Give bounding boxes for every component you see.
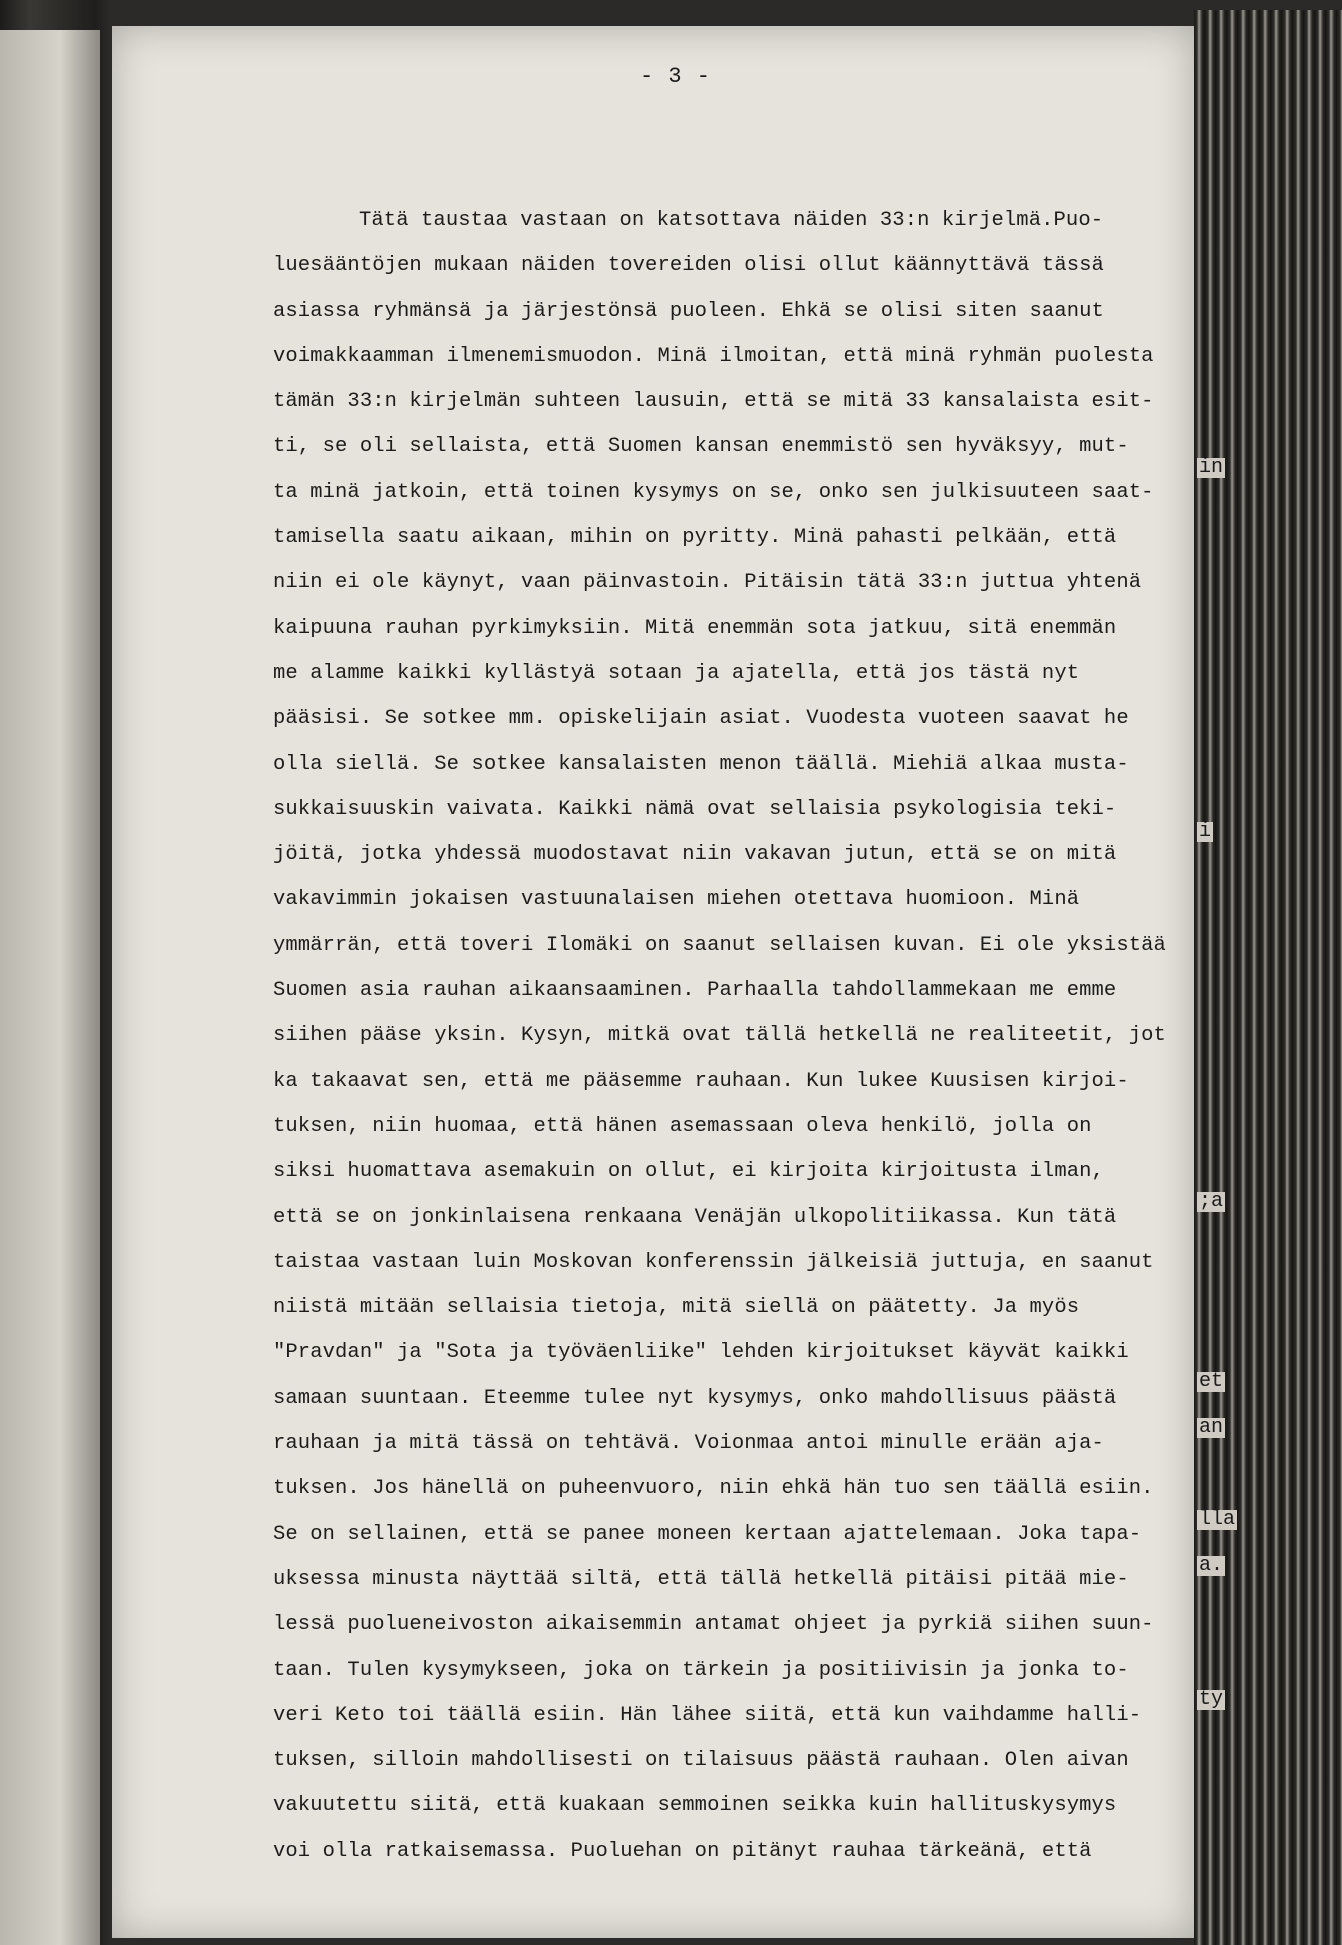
text-line: tämän 33:n kirjelmän suhteen lausuin, että se mitä 33 kansalaista esit- [273,390,1154,414]
margin-fragment: ty [1199,1688,1224,1711]
text-line: tuksen, niin huomaa, että hänen asemassaan oleva henkilö, jolla on [273,1114,1092,1138]
text-line: pääsisi. Se sotkee mm. opiskelijain asiat. Vuodesta vuoteen saavat he [273,707,1129,731]
text-line: ymmärrän, että toveri Ilomäki on saanut sellaisen kuvan. Ei ole yksistää [273,933,1166,957]
margin-fragments [1193,0,1236,1945]
text-line: Tätä taustaa vastaan on katsottava näiden 33:n kirjelmä.Puo- [359,209,1104,232]
document-body [160,198,1192,1874]
margin-fragment: et [1199,1370,1224,1393]
text-line: asiassa ryhmänsä ja järjestönsä puoleen. Ehkä se olisi siten saanut [273,299,1104,323]
text-line: Suomen asia rauhan aikaansaaminen. Parhaalla tahdollammekaan me emme [273,979,1117,1003]
margin-fragment: in [1199,456,1224,479]
text-line: veri Keto toi täällä esiin. Hän lähee siitä, että kun vaihdamme halli- [273,1703,1142,1727]
text-line: olla siellä. Se sotkee kansalaisten menon täällä. Miehiä alkaa musta- [273,752,1129,776]
text-line: lessä puolueneivoston aikaisemmin antamat ohjeet ja pyrkiä siihen suun- [273,1613,1154,1637]
text-line: rauhaan ja mitä tässä on tehtävä. Voionmaa antoi minulle erään aja- [273,1432,1104,1456]
margin-fragment: an [1199,1416,1224,1439]
text-line: voimakkaamman ilmenemismuodon. Minä ilmoitan, että minä ryhmän puolesta [273,344,1154,368]
text-line: ka takaavat sen, että me pääsemme rauhaan. Kun lukee Kuusisen kirjoi- [273,1069,1129,1093]
text-line: tuksen. Jos hänellä on puheenvuoro, niin ehkä hän tuo sen täällä esiin. [273,1477,1154,1501]
text-line: taan. Tulen kysymykseen, joka on tärkein ja positiivisin ja jonka to- [273,1658,1129,1682]
text-line: vakavimmin jokaisen vastuunalaisen miehen otettava huomioon. Minä [273,888,1080,912]
text-line: tamisella saatu aikaan, mihin on pyritty. Minä pahasti pelkään, että [273,526,1117,550]
text-line: uksessa minusta näyttää siltä, että tällä hetkellä pitäisi pitää mie- [273,1567,1129,1591]
margin-fragment: ;a [1199,1190,1224,1213]
page-number: - 3 - [640,64,712,89]
text-line: siihen pääse yksin. Kysyn, mitkä ovat tällä hetkellä ne realiteetit, jot [273,1024,1166,1048]
text-line: ti, se oli sellaista, että Suomen kansan enemmistö sen hyväksyy, mut- [273,435,1129,459]
text-line: jöitä, jotka yhdessä muodostavat niin vakavan jutun, että se on mitä [273,843,1117,867]
text-line: sukkaisuuskin vaivata. Kaikki nämä ovat sellaisia psykologisia teki- [273,797,1117,821]
text-line: luesääntöjen mukaan näiden tovereiden olisi ollut käännyttävä tässä [273,254,1104,278]
text-line: tuksen, silloin mahdollisesti on tilaisuus päästä rauhaan. Olen aivan [273,1749,1129,1773]
text-line: me alamme kaikki kyllästyä sotaan ja ajatella, että jos tästä nyt [273,661,1080,685]
text-line: niin ei ole käynyt, vaan päinvastoin. Pitäisin tätä 33:n juttua yhtenä [273,571,1142,595]
margin-fragment: lla [1199,1508,1236,1531]
text-line: "Pravdan" ja "Sota ja työväenliike" lehden kirjoitukset käyvät kaikki [273,1341,1129,1365]
text-line: kaipuuna rauhan pyrkimyksiin. Mitä enemmän sota jatkuu, sitä enemmän [273,616,1117,640]
text-line: vakuutettu siitä, että kuakaan semmoinen seikka kuin hallituskysymys [273,1794,1117,1818]
text-line: voi olla ratkaisemassa. Puoluehan on pitänyt rauhaa tärkeänä, että [273,1839,1092,1863]
text-line: Se on sellainen, että se panee moneen kertaan ajattelemaan. Joka tapa- [273,1522,1142,1546]
left-book-leaf [0,30,100,1945]
text-line: taistaa vastaan luin Moskovan konferenssin jälkeisiä juttuja, en saanut [273,1250,1154,1274]
margin-fragment: i [1199,820,1212,843]
text-line: siksi huomattava asemakuin on ollut, ei kirjoita kirjoitusta ilman, [273,1160,1104,1184]
text-line: että se on jonkinlaisena renkaana Venäjän ulkopolitiikassa. Kun tätä [273,1205,1117,1229]
text-line: niistä mitään sellaisia tietoja, mitä siellä on päätetty. Ja myös [273,1296,1080,1320]
text-line: ta minä jatkoin, että toinen kysymys on se, onko sen julkisuuteen saat- [273,480,1154,504]
margin-fragment: a. [1199,1554,1224,1577]
text-line: samaan suuntaan. Eteemme tulee nyt kysymys, onko mahdollisuus päästä [273,1386,1117,1410]
